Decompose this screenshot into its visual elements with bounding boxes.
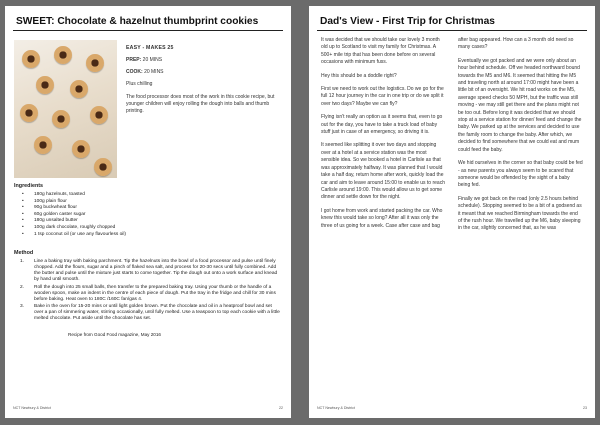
- method-step: [14, 285, 281, 303]
- ingredients-heading: Ingredients: [14, 183, 44, 189]
- cookie-image: [86, 54, 104, 72]
- method-step: [14, 304, 281, 322]
- step-number: 1.: [20, 259, 25, 265]
- paragraph: Finally we got back on the road (only 2.5 hours behind schedule). Stopping seemed to be a bit of a godsend as it meant that we reached Birmingham towards the end of the rush hour. We travelled up the M6, baby sleeping in the car, slightly concerned that, as he was: [458, 195, 582, 232]
- method-heading: Method: [14, 250, 34, 257]
- cookies-photo: [14, 40, 117, 178]
- step-text: Line a baking tray with baking parchment. Tip the hazelnuts into the bowl of a food processor and pulse until finely chopped. Add the flours, sugar and a pinch of flaked sea salt, and process for 20-30 secs until fully combined. Add the butter and pulse until the mixture just starts to come together. Tip the dough out onto a work surface and knead by hand until smooth.: [34, 259, 278, 283]
- recipe-title: SWEET: Chocolate & hazelnut thumbprint cookies: [13, 14, 283, 31]
- prep-time: [126, 57, 284, 64]
- page-footer: [317, 406, 587, 410]
- step-text: Bake in the oven for 15-20 mins or until light golden brown. Put the chocolate and oil in a heatproof bowl and set over a pan of simmering water, stirring occasionally, until fully melted. Use a teaspoon to top each cookie with a little melted chocolate. Put aside until the chocolate has set.: [34, 303, 280, 321]
- right-page: [309, 6, 595, 418]
- cookie-image: [34, 136, 52, 154]
- ingredient-item: • 90g buckwheat flour: [14, 205, 291, 212]
- cookie-image: [20, 104, 38, 122]
- cookie-image: [54, 46, 72, 64]
- step-number: 3.: [20, 303, 25, 309]
- cook-time: [126, 69, 284, 76]
- cookie-image: [72, 140, 90, 158]
- ingredient-item: • 180g hazelnuts, toasted: [14, 192, 291, 199]
- page-footer: [13, 406, 283, 410]
- cookie-image: [94, 158, 112, 176]
- cookie-image: [52, 110, 70, 128]
- paragraph: Eventually we got packed and we were only about an hour behind schedule. Off we headed northward bound towards the M5 and M6. It seemed that hitting the M5 and traveling north at around 17:00 might have been a little bit of an oversight. We hit road works on the M5, average speed checks 50 MPH, but the traffic was still moving - we may still get there and the plans might not be too out. Before long it was decided that we should stop at a service station for dinner/ feed and change the baby. We parked up at the services and decided to use the family room to change the baby. After which, we decided to find somewhere that we could eat and mum could feed the baby.: [458, 57, 582, 153]
- ingredient-item: • 1 tsp coconut oil (or use any flavourless oil): [14, 232, 291, 239]
- ingredient-item: • 100g dark chocolate, roughly chopped: [14, 225, 291, 232]
- paragraph: I got home from work and started packing the car. Who knew this would take so long? After all it was only the three of us going for a week. Case after case and bag: [321, 207, 443, 229]
- left-page: [5, 6, 291, 418]
- paragraph: We hid ourselves in the corner so that baby could be fed - as new parents you always seem to be scared that someone would be offended by the sight of a baby being fed.: [458, 160, 583, 189]
- ingredients-list: [14, 192, 291, 238]
- paragraph: Hey this should be a doddle right?: [321, 72, 397, 79]
- recipe-meta: [126, 45, 284, 115]
- recipe-header-block: [5, 31, 291, 183]
- ingredient-item: • 60g golden caster sugar: [14, 212, 291, 219]
- method-list: [14, 259, 281, 322]
- step-text: Roll the dough into 25 small balls, then transfer to the prepared baking tray. Using your thumb or the handle of a wooden spoon, make an indent in the centre of each piece of dough. Put the tray in the fridge and chill for 30 mins before baking. Heat oven to 180C /160C fan/gas 4.: [34, 284, 276, 302]
- paragraph: It was decided that we should take our lovely 3 month old up to Scotland to visit my family for Christmas. A 500+ mile trip that has been done before on several occasions with minimum fuss.: [321, 37, 440, 66]
- footer-publication: NCT Newbury & District: [317, 406, 355, 410]
- cook-value: 20 MINS: [144, 69, 164, 75]
- page-number: 23: [583, 406, 587, 410]
- prep-label: PREP:: [126, 57, 142, 63]
- cookie-image: [70, 80, 88, 98]
- article-title: Dad's View - First Trip for Christmas: [317, 14, 587, 31]
- ingredient-item: • 100g plain flour: [14, 199, 291, 206]
- recipe-intro: The food processor does most of the work in this cookie recipe, but younger children will enjoy rolling the dough into balls and thumb printing.: [126, 94, 275, 114]
- paragraph: Flying isn't really an option as it seems that, even to go out for the day, you have to take a truck load of baby stuff just in case of an emergency, so driving it is.: [321, 114, 443, 136]
- page-number: 22: [279, 406, 283, 410]
- paragraph: It seemed like splitting it over two days and stopping over at a hotel at a service station was the most sensible idea. So we booked a hotel in Carlisle as that was approximately halfway. It was planned that I would take a half day, return home after work, quickly load the car and aim to leave around 15:00 to enable us to reach Carlisle around 19:00. This would allow us to get some dinner and settle down for the night.: [321, 142, 445, 201]
- article-column-1: [321, 37, 446, 239]
- recipe-credit: Recipe from Good Food magazine, May 2016: [68, 332, 161, 338]
- cook-label: COOK:: [126, 69, 143, 75]
- cookie-image: [90, 106, 108, 124]
- footer-publication: NCT Newbury & District: [13, 406, 51, 410]
- paragraph: after bag appeared. How can a 3 month old need so many cases?: [458, 37, 574, 51]
- paragraph: First we need to work out the logistics. Do we go for the full 12 hour journey in the car in one trip or do we split it over two days? Maybe we can fly?: [321, 86, 444, 107]
- difficulty-yield: EASY - MAKES 25: [126, 45, 174, 51]
- step-number: 2.: [20, 284, 25, 290]
- cookie-image: [36, 76, 54, 94]
- chilling-note: Plus chilling: [126, 81, 153, 87]
- ingredient-item: • 180g unsalted butter: [14, 218, 291, 225]
- article-body: [321, 37, 583, 239]
- article-column-2: [458, 37, 583, 239]
- method-step: [14, 259, 281, 283]
- prep-value: 20 MINS: [142, 57, 163, 63]
- cookie-image: [22, 50, 40, 68]
